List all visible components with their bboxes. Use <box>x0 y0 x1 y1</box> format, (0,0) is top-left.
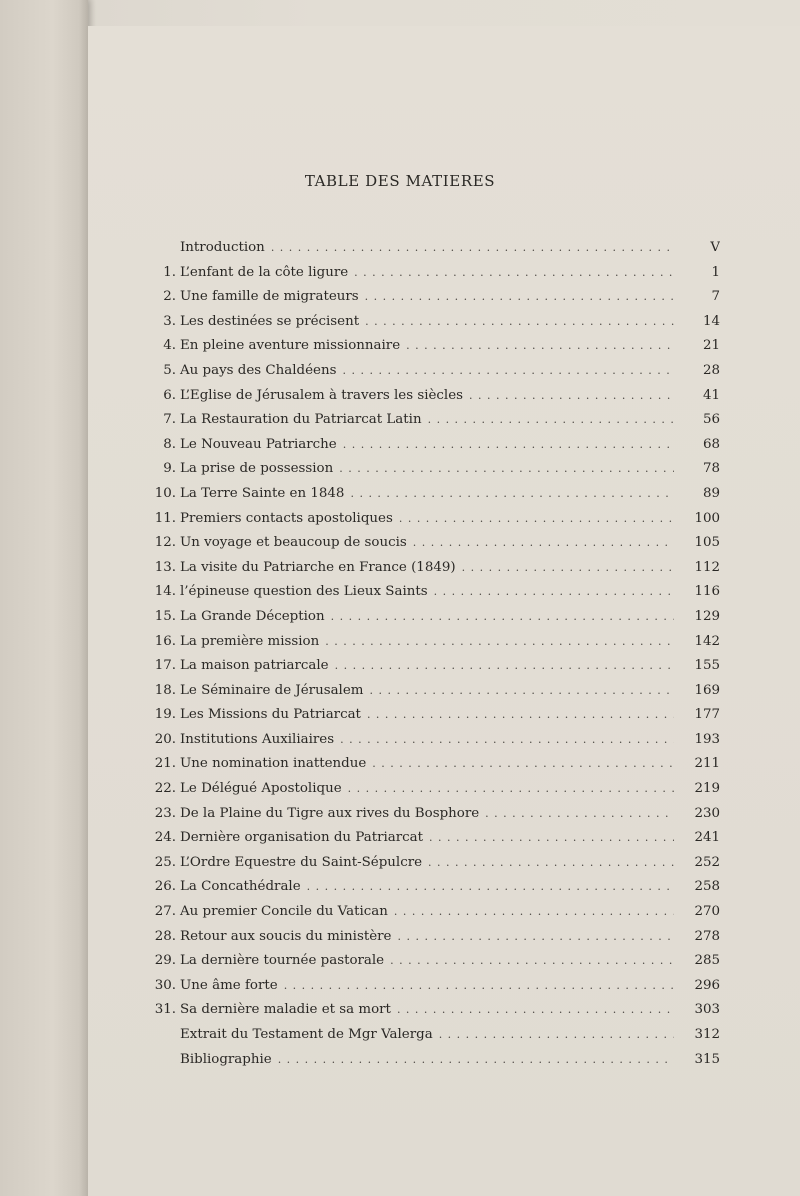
toc-entry <box>150 261 720 286</box>
toc-entry <box>150 752 720 777</box>
toc-entry-page: 7 <box>711 289 720 305</box>
toc-entry-title: Le Séminaire de Jérusalem <box>180 682 364 698</box>
toc-entry <box>150 285 720 310</box>
toc-entry-title: Premiers contacts apostoliques <box>180 510 393 526</box>
toc-entry-title: La Grande Déception <box>180 608 325 624</box>
toc-entry-page: 296 <box>694 977 720 993</box>
toc-entry-title: La prise de possession <box>180 461 334 477</box>
dot-leader <box>367 703 674 728</box>
toc-entry-title: Le Délégué Apostolique <box>180 781 342 797</box>
toc-entry-number: 14. <box>154 584 176 600</box>
dot-leader <box>339 457 674 482</box>
toc-entry <box>150 605 720 630</box>
toc-entry-title: l’épineuse question des Lieux Saints <box>180 584 428 600</box>
toc-entry-page: 219 <box>694 781 720 797</box>
toc-entry <box>150 728 720 753</box>
dot-leader <box>413 531 674 556</box>
toc-entry-title: La Concathédrale <box>180 879 301 895</box>
toc-entry-page: 278 <box>694 928 720 944</box>
dot-leader <box>350 482 674 507</box>
toc-entry-number: 27. <box>154 904 176 920</box>
toc-entry-page: 68 <box>702 436 720 452</box>
toc-entry-page: 21 <box>702 338 720 354</box>
toc-entry <box>150 679 720 704</box>
toc-entry-number: 23. <box>154 805 176 821</box>
toc-entry-title: L’Ordre Equestre du Saint-Sépulcre <box>180 854 423 870</box>
toc-entry-page: 89 <box>702 485 720 501</box>
toc-entry-number: 1. <box>163 264 176 280</box>
toc-entry-number: 21. <box>154 756 176 772</box>
toc-entry-number: 20. <box>154 731 176 747</box>
dot-leader <box>439 1023 674 1048</box>
toc-entry <box>150 580 720 605</box>
toc-entry-title: Introduction <box>180 240 265 255</box>
dot-leader <box>469 384 674 409</box>
dot-leader <box>365 310 674 335</box>
dot-leader <box>354 261 674 286</box>
dot-leader <box>325 630 674 655</box>
toc-entry <box>150 507 720 532</box>
toc-entry-title: La première mission <box>180 633 320 649</box>
toc-entry-title: En pleine aventure missionnaire <box>180 338 401 354</box>
dot-leader <box>331 605 674 630</box>
toc-entry-page: 1 <box>711 264 720 280</box>
toc-entry-page: 230 <box>694 805 720 821</box>
toc-entry-title: Les destinées se précisent <box>180 313 360 329</box>
dot-leader <box>399 507 674 532</box>
toc-entry-title: Les Missions du Patriarcat <box>180 707 361 723</box>
toc-entry <box>150 359 720 384</box>
toc-entry-number: 25. <box>154 854 176 870</box>
dot-leader <box>397 925 674 950</box>
toc-entry-page: 258 <box>694 879 720 895</box>
toc-entry-title: Une famille de migrateurs <box>180 289 359 305</box>
toc-entry-title: Retour aux soucis du ministère <box>180 928 392 944</box>
page-title: TABLE DES MATIERES <box>304 172 496 190</box>
toc-entry <box>150 236 720 261</box>
toc-entry-number: 31. <box>154 1002 176 1018</box>
toc-entry <box>150 408 720 433</box>
dot-leader <box>284 974 674 999</box>
toc-entry-number: 28. <box>154 928 176 944</box>
toc-entry-number: 18. <box>154 682 176 698</box>
toc-entry <box>150 334 720 359</box>
toc-entry <box>150 1048 720 1073</box>
toc-entry <box>150 900 720 925</box>
toc-entry-number: 16. <box>154 633 176 649</box>
dot-leader <box>428 851 674 876</box>
toc-entry-page: 315 <box>694 1051 720 1067</box>
toc-entry <box>150 556 720 581</box>
toc-entry-number: 2. <box>163 289 176 305</box>
toc-entry-number: 10. <box>154 485 176 501</box>
toc-entry-title: La Restauration du Patriarcat Latin <box>180 412 422 428</box>
toc-entry-number: 19. <box>154 707 176 723</box>
toc-entry-page: 285 <box>694 953 720 969</box>
toc-entry-title: De la Plaine du Tigre aux rives du Bosphore <box>180 805 480 821</box>
toc-entry-number: 13. <box>154 559 176 575</box>
toc-entry-number: 7. <box>163 412 176 428</box>
toc-entry-page: 105 <box>694 535 720 551</box>
toc-entry-page: 100 <box>694 510 720 526</box>
toc-entry-page: 252 <box>694 854 720 870</box>
toc-entry-page: 211 <box>694 756 720 772</box>
toc-entry-page: 241 <box>694 830 720 846</box>
dot-leader <box>372 752 674 777</box>
dot-leader <box>462 556 674 581</box>
toc-entry <box>150 703 720 728</box>
toc-entry-page: 14 <box>702 313 720 329</box>
toc-entry-title: Bibliographie <box>180 1051 272 1067</box>
dot-leader <box>394 900 674 925</box>
toc-entry-page: V <box>710 240 720 255</box>
toc-entry-title: Sa dernière maladie et sa mort <box>180 1002 391 1018</box>
dot-leader <box>342 359 674 384</box>
toc-entry-page: 129 <box>694 608 720 624</box>
toc-entry-number: 15. <box>154 608 176 624</box>
toc-entry <box>150 654 720 679</box>
toc-entry-title: Institutions Auxiliaires <box>180 731 335 747</box>
toc-entry-title: Le Nouveau Patriarche <box>180 436 337 452</box>
toc-entry-title: Un voyage et beaucoup de soucis <box>180 535 407 551</box>
toc-entry-number: 26. <box>154 879 176 895</box>
toc-entry-title: La visite du Patriarche en France (1849) <box>180 559 456 575</box>
dot-leader <box>278 1048 674 1073</box>
toc-entry-title: Une nomination inattendue <box>180 756 367 772</box>
toc-entry-number: 11. <box>154 510 176 526</box>
toc-entry <box>150 851 720 876</box>
toc-entry-title: Au pays des Chaldéens <box>180 362 337 378</box>
toc-entry-number: 22. <box>154 781 176 797</box>
toc-entry-page: 270 <box>694 904 720 920</box>
toc-entry-number: 24. <box>154 830 176 846</box>
dot-leader <box>406 334 674 359</box>
toc-entry-number: 12. <box>154 535 176 551</box>
toc-entry <box>150 925 720 950</box>
toc-entry <box>150 1023 720 1048</box>
toc-entry <box>150 826 720 851</box>
dot-leader <box>428 408 674 433</box>
dot-leader <box>343 433 674 458</box>
table-of-contents <box>150 236 720 1072</box>
toc-entry <box>150 630 720 655</box>
toc-entry-page: 116 <box>694 584 720 600</box>
toc-entry-page: 142 <box>694 633 720 649</box>
dot-leader <box>365 285 674 310</box>
toc-entry-page: 56 <box>702 412 720 428</box>
toc-entry-title: Dernière organisation du Patriarcat <box>180 830 424 846</box>
toc-entry <box>150 949 720 974</box>
toc-entry-title: Une âme forte <box>180 977 278 993</box>
toc-entry-number: 9. <box>163 461 176 477</box>
toc-entry-title: L’enfant de la côte ligure <box>180 264 349 280</box>
toc-entry-title: La Terre Sainte en 1848 <box>180 485 345 501</box>
toc-entry <box>150 974 720 999</box>
toc-entry <box>150 482 720 507</box>
toc-entry-number: 5. <box>163 362 176 378</box>
toc-entry-page: 193 <box>694 731 720 747</box>
toc-entry <box>150 777 720 802</box>
toc-entry <box>150 802 720 827</box>
toc-entry-title: Extrait du Testament de Mgr Valerga <box>180 1027 433 1042</box>
toc-entry-page: 112 <box>694 559 720 575</box>
dot-leader <box>429 826 674 851</box>
dot-leader <box>397 998 674 1023</box>
dot-leader <box>271 236 674 261</box>
toc-entry <box>150 310 720 335</box>
dot-leader <box>390 949 674 974</box>
toc-entry-page: 303 <box>694 1002 720 1018</box>
toc-entry <box>150 531 720 556</box>
toc-entry-page: 169 <box>694 682 720 698</box>
toc-entry-number: 17. <box>154 658 176 674</box>
toc-entry-title: L’Eglise de Jérusalem à travers les siècles <box>180 387 464 403</box>
toc-entry-number: 6. <box>163 387 176 403</box>
dot-leader <box>335 654 674 679</box>
toc-entry <box>150 457 720 482</box>
dot-leader <box>485 802 674 827</box>
toc-entry-page: 177 <box>694 707 720 723</box>
toc-entry-title: La maison patriarcale <box>180 658 329 674</box>
toc-entry-page: 28 <box>702 362 720 378</box>
toc-entry <box>150 875 720 900</box>
toc-entry-page: 41 <box>702 387 720 403</box>
toc-entry-number: 8. <box>163 436 176 452</box>
toc-entry <box>150 433 720 458</box>
dot-leader <box>369 679 674 704</box>
toc-entry-page: 78 <box>702 461 720 477</box>
toc-entry-page: 312 <box>694 1027 720 1042</box>
toc-entry-page: 155 <box>694 658 720 674</box>
toc-entry-number: 4. <box>163 338 176 354</box>
dot-leader <box>434 580 674 605</box>
toc-entry <box>150 998 720 1023</box>
toc-entry-number: 3. <box>163 313 176 329</box>
dot-leader <box>348 777 674 802</box>
toc-entry-number: 30. <box>154 977 176 993</box>
dot-leader <box>340 728 674 753</box>
toc-entry-number: 29. <box>154 953 176 969</box>
toc-entry-title: La dernière tournée pastorale <box>180 953 385 969</box>
toc-entry-title: Au premier Concile du Vatican <box>180 904 388 920</box>
toc-entry <box>150 384 720 409</box>
dot-leader <box>307 875 674 900</box>
